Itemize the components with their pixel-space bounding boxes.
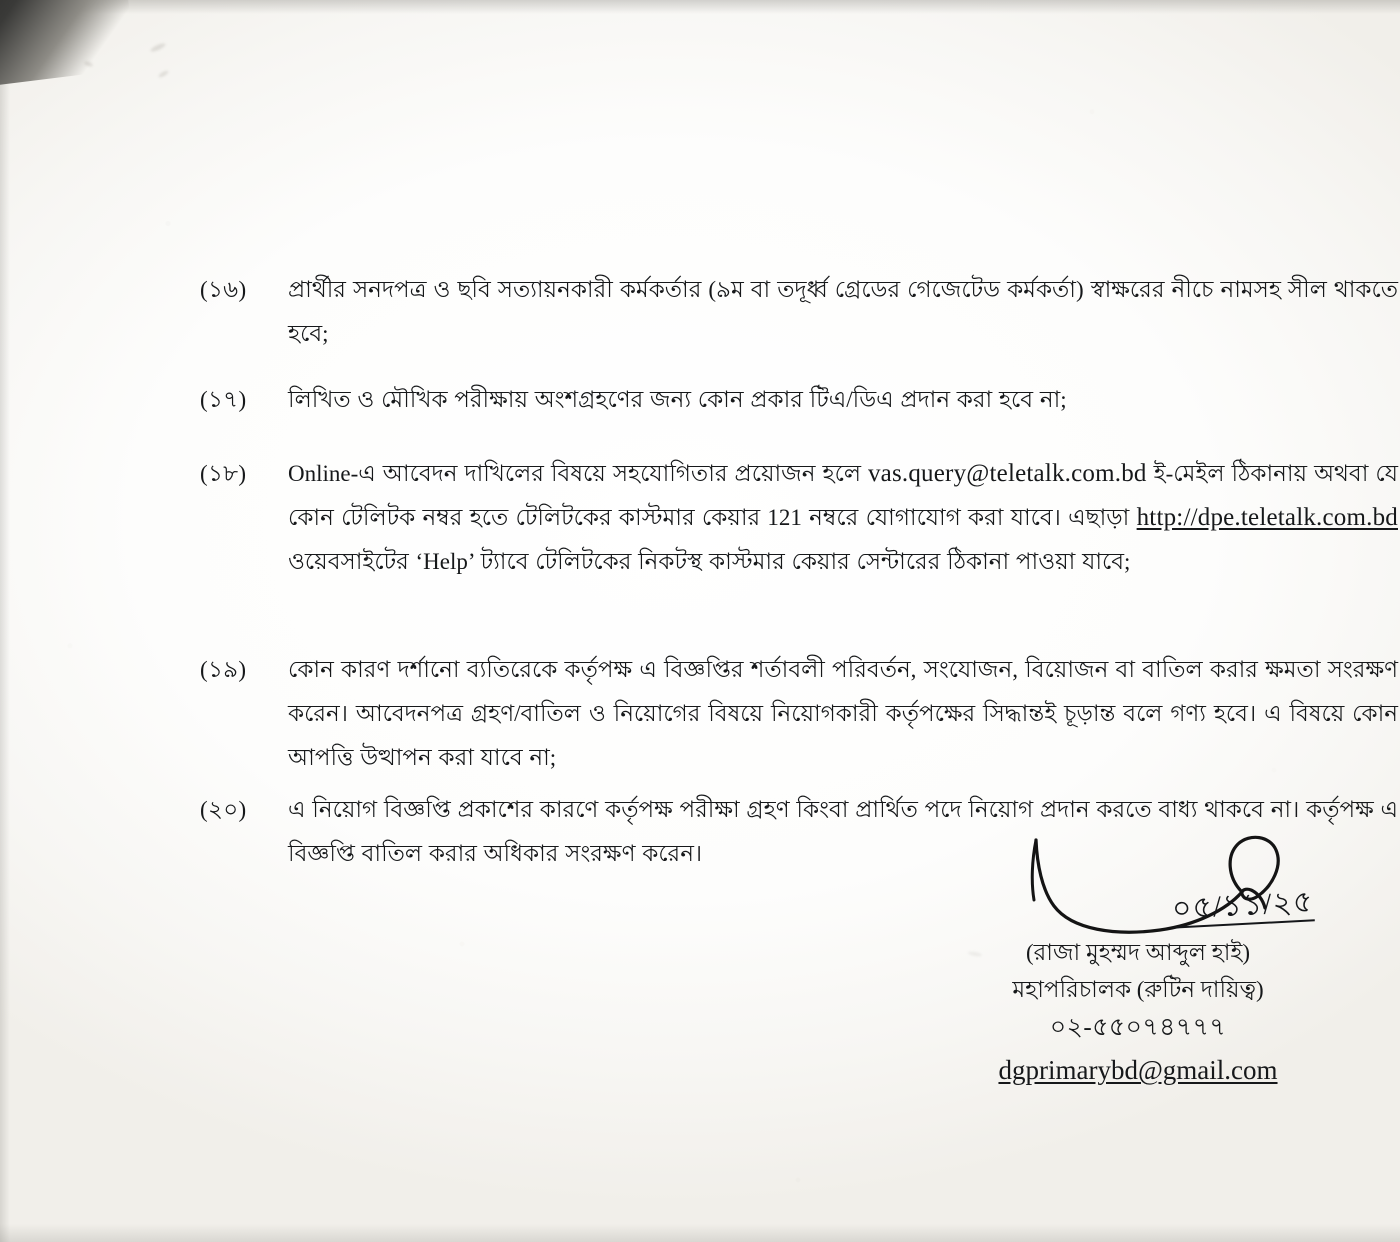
signatory-name: (রাজা মুহম্মদ আব্দুল হাই) [1026,940,1250,965]
clause-19-line-1: কোন কারণ দর্শানো ব্যতিরেকে কর্তৃপক্ষ এ বিজ্ঞপ্তির শর্তাবলী পরিবর্তন, সংযোজন, বিয়োজন বা বাতিল করার ক্ষমতা সংরক্ষণ [288,657,1398,682]
clause-17-text: লিখিত ও মৌখিক পরীক্ষায় অংশগ্রহণের জন্য কোন প্রকার টিএ/ডিএ প্রদান করা হবে না; [288,387,1067,412]
dpe-website-url[interactable]: http://dpe.teletalk.com.bd [1136,504,1398,531]
clause-18-line-4: পাওয়া যাবে; [1015,549,1131,574]
clause-20-number: (২০) [200,797,247,822]
handwritten-signature [938,838,1338,934]
clause-20-line-1: এ নিয়োগ বিজ্ঞপ্তি প্রকাশের কারণে কর্তৃপক্ষ পরীক্ষা গ্রহণ কিংবা প্রার্থিত পদে নিয়োগ প্রদান করতে বাধ্য থাকবে না। কর্তৃপক্ষ এ [288,797,1398,822]
clause-18-line-2: অথবা যে কোন টেলিটক নম্বর হতে টেলিটকের কাস্টমার কেয়ার 121 নম্বরে যোগাযোগ করা যাবে। এছাড়া [288,461,1398,530]
clause-18 [200,452,1400,584]
clause-16-number: (১৬) [200,277,247,302]
support-email-address: vas.query@teletalk.com.bd [867,460,1147,487]
clause-20-line-2: বিজ্ঞপ্তি বাতিল করার অধিকার সংরক্ষণ করেন। [288,841,703,866]
clause-16-line-2: হবে; [288,321,329,346]
clause-18-line-1-suffix: ই-মেইল ঠিকানায় [1146,461,1308,486]
clause-16-line-1: প্রার্থীর সনদপত্র ও ছবি সত্যায়নকারী কর্মকর্তার (৯ম বা তদূর্ধ্ব গ্রেডের গেজেটেড কর্মকর্তা) স্বাক্ষরের নীচে নামসহ সীল থাকতে [288,277,1398,302]
clause-19-text [288,648,1398,780]
clause-18-number: (১৮) [200,461,247,486]
clause-16 [200,268,1400,356]
clause-17-number: (১৭) [200,387,247,412]
signatory-designation: মহাপরিচালক (রুটিন দায়িত্ব) [1012,977,1264,1002]
clause-17 [200,378,1400,422]
handwritten-date: ০৫/১১/২৫ [1172,886,1315,928]
clause-16-text [288,268,1398,356]
clause-18-text [288,452,1398,584]
clause-19-line-2: করেন। আবেদনপত্র গ্রহণ/বাতিল ও নিয়োগের বিষয়ে নিয়োগকারী কর্তৃপক্ষের সিদ্ধান্তই চূড়ান্ত বলে গণ্য হবে। এ বিষয়ে কোন [288,701,1398,726]
clause-19-number: (১৯) [200,657,247,682]
signatory-phone: ০২-৫৫০৭৪৭৭৭ [1049,1014,1227,1041]
clause-18-line-3-suffix: ওয়েবসাইটের ‘Help’ ট্যাবে টেলিটকের নিকটস্থ কাস্টমার কেয়ার সেন্টারের ঠিকানা [288,549,1010,574]
signature-block [938,838,1338,1090]
clause-18-line-1-prefix: Online-এ আবেদন দাখিলের বিষয়ে সহযোগিতার প্রয়োজন হলে [288,461,868,486]
clause-19-line-3: আপত্তি উত্থাপন করা যাবে না; [288,745,557,770]
clause-19 [200,648,1400,780]
signatory-email[interactable]: dgprimarybd@gmail.com [998,1055,1278,1085]
